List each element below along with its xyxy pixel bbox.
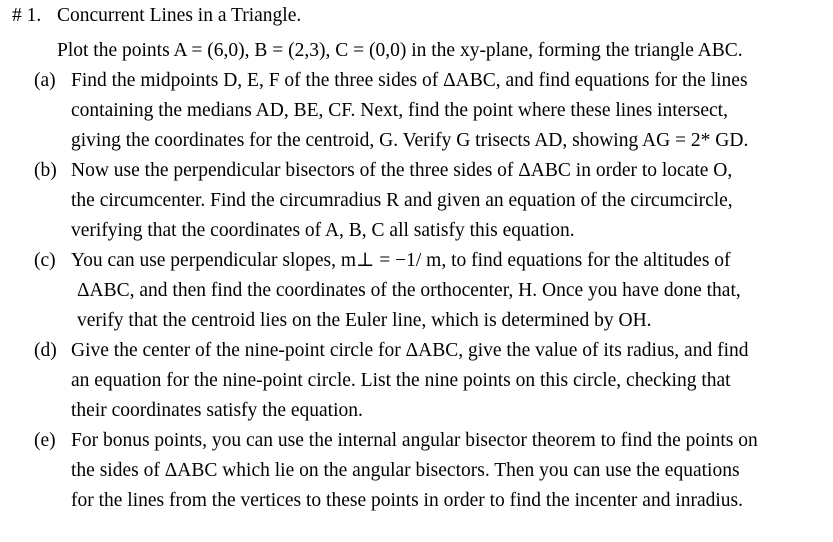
part-d-line-1: Give the center of the nine-point circle for ΔABC, give the value of its radius, and find — [71, 340, 749, 361]
part-e-line-1: For bonus points, you can use the internal angular bisector theorem to find the points on — [71, 430, 758, 451]
part-a-line-2: containing the medians AD, BE, CF. Next, find the point where these lines intersect, — [71, 100, 728, 121]
part-c-line-2: ΔABC, and then find the coordinates of the orthocenter, H. Once you have done that, — [77, 280, 741, 301]
part-d-line-2: an equation for the nine-point circle. List the nine points on this circle, checking that — [71, 370, 731, 391]
part-a-line-3: giving the coordinates for the centroid, G. Verify G trisects AD, showing AG = 2* GD. — [71, 130, 749, 151]
part-e-line-3: for the lines from the vertices to these points in order to find the incenter and inradius. — [71, 490, 744, 511]
part-d-line-3: their coordinates satisfy the equation. — [71, 400, 363, 421]
problem-intro: Plot the points A = (6,0), B = (2,3), C = (0,0) in the xy-plane, forming the triangle ABC. — [57, 40, 743, 61]
part-b-label: (b) — [34, 160, 57, 181]
part-b-line-1: Now use the perpendicular bisectors of the three sides of ΔABC in order to locate O, — [71, 160, 733, 181]
part-e-label: (e) — [34, 430, 56, 451]
problem-number: # 1. — [12, 5, 42, 26]
problem-title: Concurrent Lines in a Triangle. — [57, 5, 302, 26]
part-b-line-3: verifying that the coordinates of A, B, C all satisfy this equation. — [71, 220, 575, 241]
part-a-line-1: Find the midpoints D, E, F of the three sides of ΔABC, and find equations for the lines — [71, 70, 748, 91]
part-b-line-2: the circumcenter. Find the circumradius R and given an equation of the circumcircle, — [71, 190, 733, 211]
part-a-label: (a) — [34, 70, 56, 91]
part-d-label: (d) — [34, 340, 57, 361]
part-e-line-2: the sides of ΔABC which lie on the angular bisectors. Then you can use the equations — [71, 460, 740, 481]
part-c-label: (c) — [34, 250, 56, 271]
part-c-line-1: You can use perpendicular slopes, m⊥ = −1/ m, to find equations for the altitudes of — [71, 250, 731, 271]
part-c-line-3: verify that the centroid lies on the Euler line, which is determined by OH. — [77, 310, 652, 331]
